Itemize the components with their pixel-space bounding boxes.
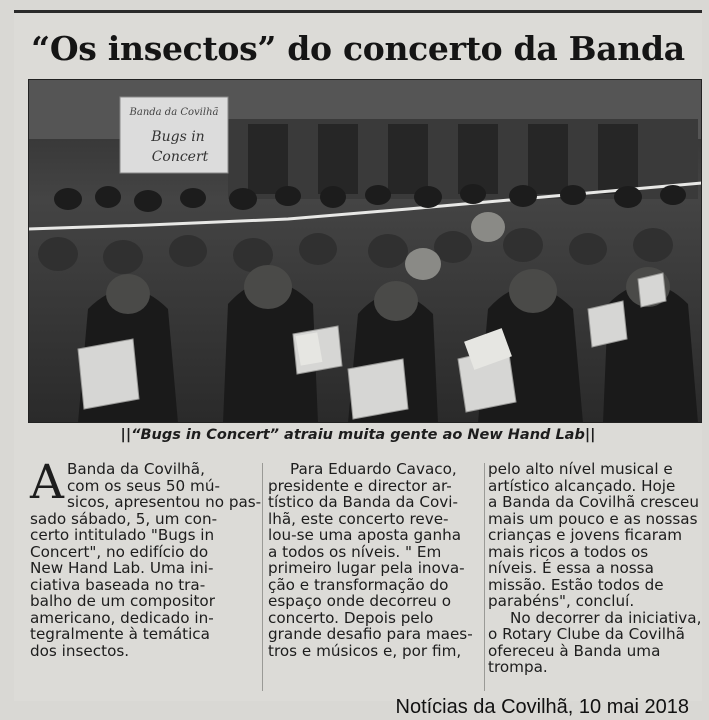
column-divider [262,463,263,691]
text-line: Banda da Covilhã, [66,460,205,478]
text-line: ção e transformação do [268,575,449,594]
text-line: certo intitulado "Bugs in [30,526,215,544]
text-line: grande desafio para maes- [268,625,473,643]
text-line: tegralmente à temática [30,625,210,643]
text-line: americano, dedicado in- [30,608,214,627]
text-line: concerto. Depois pelo [268,608,434,627]
text-line: missão. Estão todos de [488,575,664,594]
text-line: parabéns", concluí. [488,592,635,610]
projection-screen [120,97,228,173]
text-line: artístico alcançado. Hoje [488,476,676,495]
text-line: presidente e director ar- [268,476,452,495]
text-line: mais ricos a todos os [488,542,649,561]
photo-caption: ||“Bugs in Concert” atraiu muita gente ao New Hand Lab|| [120,427,596,443]
text-line: trompa. [488,658,548,676]
banner-line-1: Banda da Covilhã [129,107,219,118]
text-line: dos insectos. [30,641,130,660]
drop-cap: A [30,455,64,510]
text-line: com os seus 50 mú- [66,476,220,495]
text-line: tros e músicos e, por fim, [268,641,462,660]
article-column-2 [268,461,484,659]
text-line: tístico da Banda da Covi- [268,493,458,511]
text-line: Concert", no edifício do [30,542,209,561]
text-line: a todos os níveis. " Em [268,542,442,561]
text-line: mais um pouco e as nossas [488,509,698,528]
headline: “Os insectos” do concerto da Banda [31,29,685,68]
text-line: primeiro lugar pela inova- [268,559,465,577]
audience-photo-illustration [28,79,702,423]
article-column-3 [488,461,702,676]
text-line: a Banda da Covilhã cresceu [488,493,699,511]
source-attribution: Notícias da Covilhã, 10 mai 2018 [395,696,689,718]
article-column-1 [30,455,262,660]
text-line: lhã, este concerto reve- [268,509,449,528]
text-line: Para Eduardo Cavaco, [290,460,457,478]
text-line: o Rotary Clube da Covilhã [488,625,685,643]
text-line: No decorrer da iniciativa, [510,608,702,627]
banner-line-3: Concert [151,149,209,165]
text-line: ofereceu à Banda uma [488,641,661,660]
text-line: balho de um compositor [30,592,215,610]
column-divider [484,463,485,691]
text-line: níveis. É essa a nossa [488,559,654,577]
text-line: sado sábado, 5, um con- [30,509,218,528]
text-line: sicos, apresentou no pas- [66,493,262,511]
text-line: New Hand Lab. Uma ini- [30,559,214,577]
text-line: ciativa baseada no tra- [30,575,206,594]
text-line: pelo alto nível musical e [488,460,673,478]
newspaper-clipping [14,10,702,701]
concert-photo [28,79,702,423]
text-line: crianças e jovens ficaram [488,526,683,544]
banner-line-2: Bugs in [151,129,205,145]
text-line: espaço onde decorreu o [268,592,452,610]
text-line: lou-se uma aposta ganha [268,526,462,544]
